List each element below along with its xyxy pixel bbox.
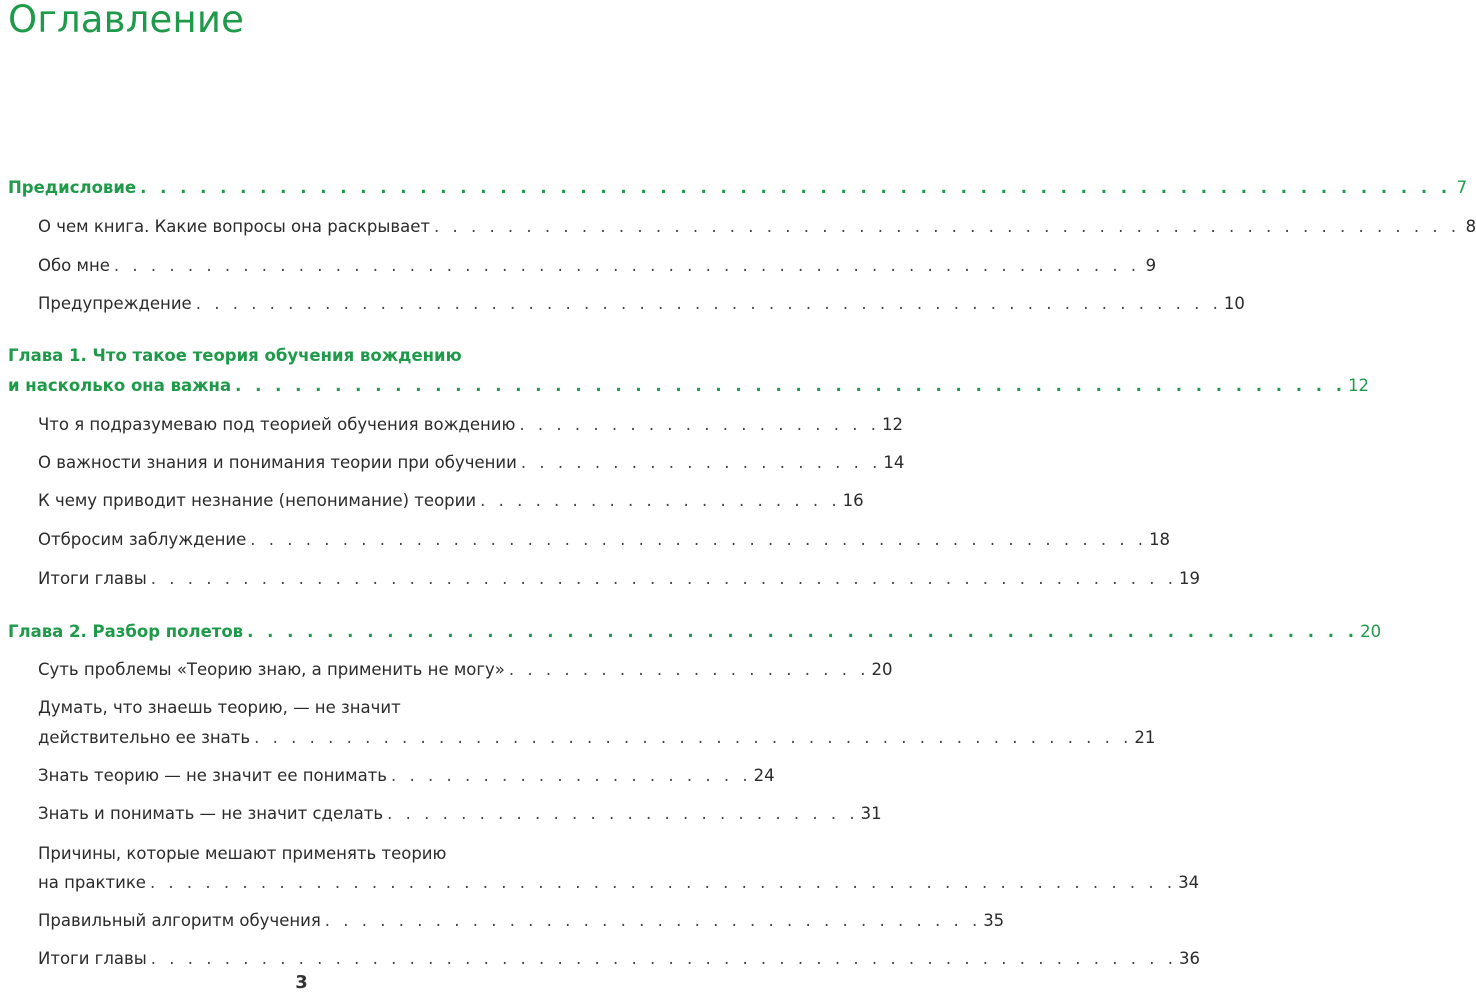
toc-entry[interactable] [38, 256, 1157, 276]
dot-leader: . . . . . . . . . . . . . . . . . . . . . . . . . . . . . . . . . . . . . . . . . . . . . . . . . . . . . . . . [149, 873, 1177, 892]
toc-entry-title: К чему приводит незнание (непонимание) теории [38, 491, 477, 510]
toc-entry[interactable] [38, 491, 864, 511]
toc-entry-title: Отбросим заблуждение [38, 530, 247, 549]
toc-entry-page: 16 [842, 491, 864, 510]
toc-entry-page: 31 [860, 804, 882, 823]
toc-entry-page: 21 [1134, 728, 1156, 747]
toc-entry[interactable] [38, 530, 1171, 550]
toc-entry-chapter-2[interactable] [8, 622, 1382, 642]
toc-entry-title-line-1: Думать, что знаешь теорию, — не значит [38, 698, 401, 717]
toc-entry-title: О важности знания и понимания теории при обучении [38, 453, 517, 472]
toc-entry-page: 7 [1456, 178, 1468, 197]
dot-leader: . . . . . . . . . . . . . . . . . . . . [520, 453, 882, 472]
dot-leader: . . . . . . . . . . . . . . . . . . . . . . . . . . . . . . . . . . . . . . . . . . . . . . . . . . . . . . . . [113, 256, 1141, 275]
dot-leader: . . . . . . . . . . . . . . . . . . . . [519, 415, 880, 434]
toc-entry[interactable] [38, 766, 775, 786]
toc-entry[interactable] [38, 949, 1200, 969]
dot-leader: . . . . . . . . . . . . . . . . . . . . [480, 491, 841, 510]
toc-entry-title: Обо мне [38, 256, 110, 275]
toc-entry-page: 20 [1360, 622, 1382, 641]
toc-entry-title: и насколько она важна [8, 376, 232, 395]
toc-entry-page: 10 [1223, 294, 1245, 313]
toc-chapter-heading: Глава 1. Что такое теория обучения вождению [8, 346, 462, 365]
toc-entry-title-line-1: Причины, которые мешают применять теорию [38, 844, 447, 863]
toc-entry-title: Что я подразумеваю под теорией обучения вождению [38, 415, 516, 434]
toc-entry-title: действительно ее знать [38, 728, 251, 747]
dot-leader: . . . . . . . . . . . . . . . . . . . . . . . . . . . . . . . . . . . . . . . . . . . . . . . . . . . . . . . . [150, 569, 1177, 588]
toc-entry-page: 24 [753, 766, 775, 785]
toc-entry-page: 12 [1348, 376, 1370, 395]
toc-entry-page: 34 [1178, 873, 1200, 892]
dot-leader: . . . . . . . . . . . . . . . . . . . . . . . . . . . . . . . . . . . . . . . . . . . . . . . . . [250, 530, 1148, 549]
toc-entry-page: 36 [1178, 949, 1200, 968]
dot-leader: . . . . . . . . . . . . . . . . . . . . . . . . . . . . . . . . . . . . . . . . . . . . . . . . [254, 728, 1133, 747]
toc-entry[interactable] [38, 660, 893, 680]
toc-entry-page: 20 [871, 660, 893, 679]
dot-leader: . . . . . . . . . . . . . . . . . . . . . . . . . . . . . . . . . . . . . . . . . . . . . . . . . . . . . . . . [150, 949, 1177, 968]
toc-entry-title: Глава 2. Разбор полетов [8, 622, 244, 641]
toc-entry-page: 14 [883, 453, 905, 472]
toc-entry[interactable] [38, 415, 903, 435]
dot-leader: . . . . . . . . . . . . . . . . . . . . [391, 766, 752, 785]
toc-entry-title: на практике [38, 873, 146, 892]
dot-leader: . . . . . . . . . . . . . . . . . . . . . . . . . . . . . . . . . . . . . . . . . . . . . . . . . . . . . . . . [195, 294, 1222, 313]
toc-entry-page: 8 [1465, 217, 1476, 236]
toc-entry[interactable] [38, 217, 1476, 237]
page-number: 3 [295, 972, 308, 993]
toc-entry-page: 12 [881, 415, 903, 434]
dot-leader: . . . . . . . . . . . . . . . . . . . . . . . . . . [387, 804, 859, 823]
toc-entry-title: Знать теорию — не значит ее понимать [38, 766, 388, 785]
toc-entry-title: Предисловие [8, 178, 137, 197]
toc-entry[interactable] [38, 294, 1245, 314]
toc-entry-page: 35 [983, 911, 1005, 930]
toc-entry[interactable] [38, 569, 1200, 589]
toc-entry-title: О чем книга. Какие вопросы она раскрывает [38, 217, 430, 236]
toc-entry-title: Итоги главы [38, 569, 147, 588]
toc-entry[interactable] [38, 804, 882, 824]
toc-entry[interactable] [38, 873, 1200, 893]
page-title: Оглавление [8, 0, 245, 41]
toc-entry-title: Итоги главы [38, 949, 147, 968]
toc-entry-page: 18 [1149, 530, 1171, 549]
toc-entry-title: Предупреждение [38, 294, 192, 313]
toc-entry-page: 9 [1145, 256, 1157, 275]
toc-entry[interactable] [38, 728, 1156, 748]
toc-entry-title: Правильный алгоритм обучения [38, 911, 321, 930]
dot-leader: . . . . . . . . . . . . . . . . . . . . . . . . . . . . . . . . . . . . . . . . . . . . . . . . . . . . . . . . . . . . . . . . . . [140, 178, 1452, 197]
toc-entry[interactable] [38, 453, 905, 473]
toc-entry-preface[interactable] [8, 178, 1468, 198]
dot-leader: . . . . . . . . . . . . . . . . . . . . . . . . . . . . . . . . . . . . [324, 911, 982, 930]
toc-entry-page: 19 [1178, 569, 1200, 588]
toc-entry-title: Знать и понимать — не значит сделать [38, 804, 384, 823]
toc-entry-chapter-1[interactable] [8, 376, 1370, 396]
toc-entry[interactable] [38, 911, 1005, 931]
dot-leader: . . . . . . . . . . . . . . . . . . . . . . . . . . . . . . . . . . . . . . . . . . . . . . . . . . . . . . . . [247, 622, 1359, 641]
toc-entry-title: Суть проблемы «Теорию знаю, а применить не могу» [38, 660, 505, 679]
dot-leader: . . . . . . . . . . . . . . . . . . . . . . . . . . . . . . . . . . . . . . . . . . . . . . . . . . . . . . . . [433, 217, 1461, 236]
dot-leader: . . . . . . . . . . . . . . . . . . . . . . . . . . . . . . . . . . . . . . . . . . . . . . . . . . . . . . . . [235, 376, 1347, 395]
dot-leader: . . . . . . . . . . . . . . . . . . . . [508, 660, 870, 679]
